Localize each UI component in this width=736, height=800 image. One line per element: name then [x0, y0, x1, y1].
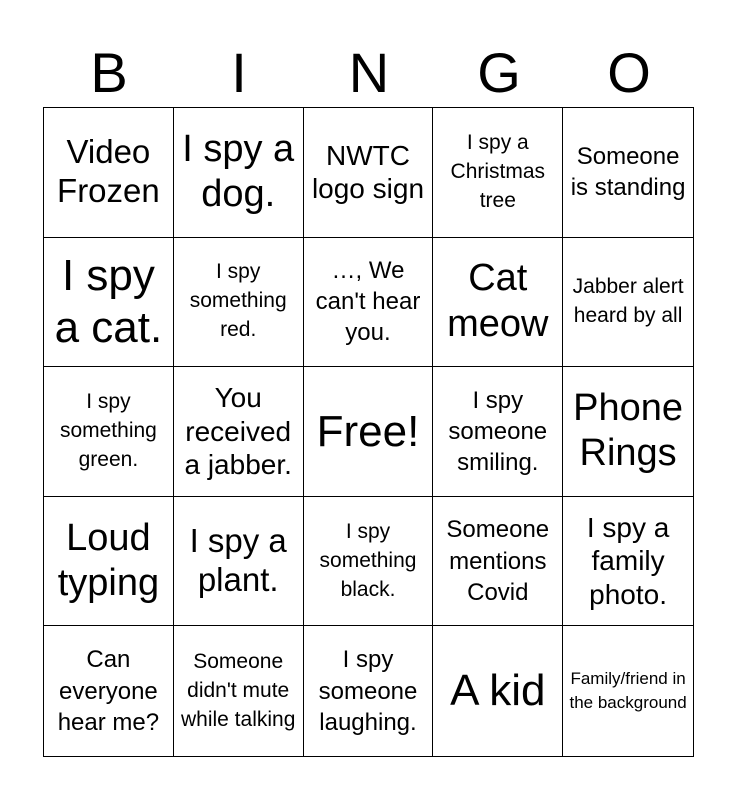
- cell-text: I spy something green.: [59, 390, 157, 471]
- bingo-cell[interactable]: [304, 626, 434, 756]
- cell-text: …, We can't hear you.: [315, 257, 421, 347]
- bingo-cell[interactable]: [304, 108, 434, 238]
- cell-text: Someone is standing: [570, 143, 686, 202]
- cell-text: Video Frozen: [57, 133, 160, 210]
- cell-text: Someone didn't mute while talking: [180, 649, 296, 731]
- bingo-header: [44, 38, 694, 108]
- cell-text: Free!: [316, 406, 420, 456]
- bingo-cell[interactable]: [433, 497, 563, 627]
- cell-text: I spy a plant.: [189, 522, 287, 599]
- bingo-cell[interactable]: [563, 238, 693, 368]
- header-letter-g: G: [477, 41, 521, 104]
- cell-text: NWTC logo sign: [311, 139, 425, 205]
- header-letter-o: O: [607, 41, 651, 104]
- cell-text: Someone mentions Covid: [446, 516, 550, 606]
- cell-text: Family/friend in the background: [569, 669, 687, 713]
- cell-text: I spy a cat.: [54, 250, 163, 352]
- cell-text: Loud typing: [57, 516, 160, 605]
- cell-text: I spy someone smiling.: [448, 386, 548, 477]
- bingo-cell[interactable]: [44, 238, 174, 368]
- header-letter-n: N: [348, 41, 390, 104]
- bingo-cell[interactable]: [433, 238, 563, 368]
- header-letter-i: I: [231, 41, 247, 104]
- bingo-cell[interactable]: [174, 367, 304, 497]
- cell-text: A kid: [450, 666, 546, 716]
- cell-text: You received a jabber.: [184, 382, 292, 481]
- cell-text: I spy a family photo.: [586, 511, 670, 610]
- bingo-cell[interactable]: [563, 108, 693, 238]
- bingo-cell[interactable]: [304, 238, 434, 368]
- bingo-cell[interactable]: [304, 497, 434, 627]
- bingo-cell[interactable]: [563, 497, 693, 627]
- cell-text: I spy someone laughing.: [318, 646, 418, 736]
- cell-text: I spy a dog.: [182, 127, 295, 216]
- bingo-cell[interactable]: [174, 626, 304, 756]
- bingo-cell[interactable]: [433, 108, 563, 238]
- bingo-cell[interactable]: [44, 497, 174, 627]
- bingo-cell[interactable]: [563, 626, 693, 756]
- bingo-cell[interactable]: [174, 497, 304, 627]
- cell-text: I spy something black.: [319, 519, 417, 601]
- bingo-cell[interactable]: [44, 367, 174, 497]
- bingo-cell[interactable]: [563, 367, 693, 497]
- cell-text: I spy a Christmas tree: [450, 130, 546, 212]
- bingo-board: [43, 107, 694, 757]
- cell-text: Phone Rings: [573, 386, 684, 475]
- cell-text: Cat meow: [447, 257, 549, 345]
- bingo-cell[interactable]: [174, 238, 304, 368]
- bingo-cell[interactable]: [44, 108, 174, 238]
- cell-text: I spy something red.: [189, 260, 287, 342]
- cell-text: Jabber alert heard by all: [572, 274, 684, 327]
- bingo-cell-free[interactable]: [304, 367, 434, 497]
- bingo-cell[interactable]: [433, 367, 563, 497]
- bingo-cell[interactable]: [44, 626, 174, 756]
- bingo-cell[interactable]: [433, 626, 563, 756]
- cell-text: Can everyone hear me?: [57, 646, 160, 736]
- header-letter-b: B: [90, 41, 128, 104]
- bingo-cell[interactable]: [174, 108, 304, 238]
